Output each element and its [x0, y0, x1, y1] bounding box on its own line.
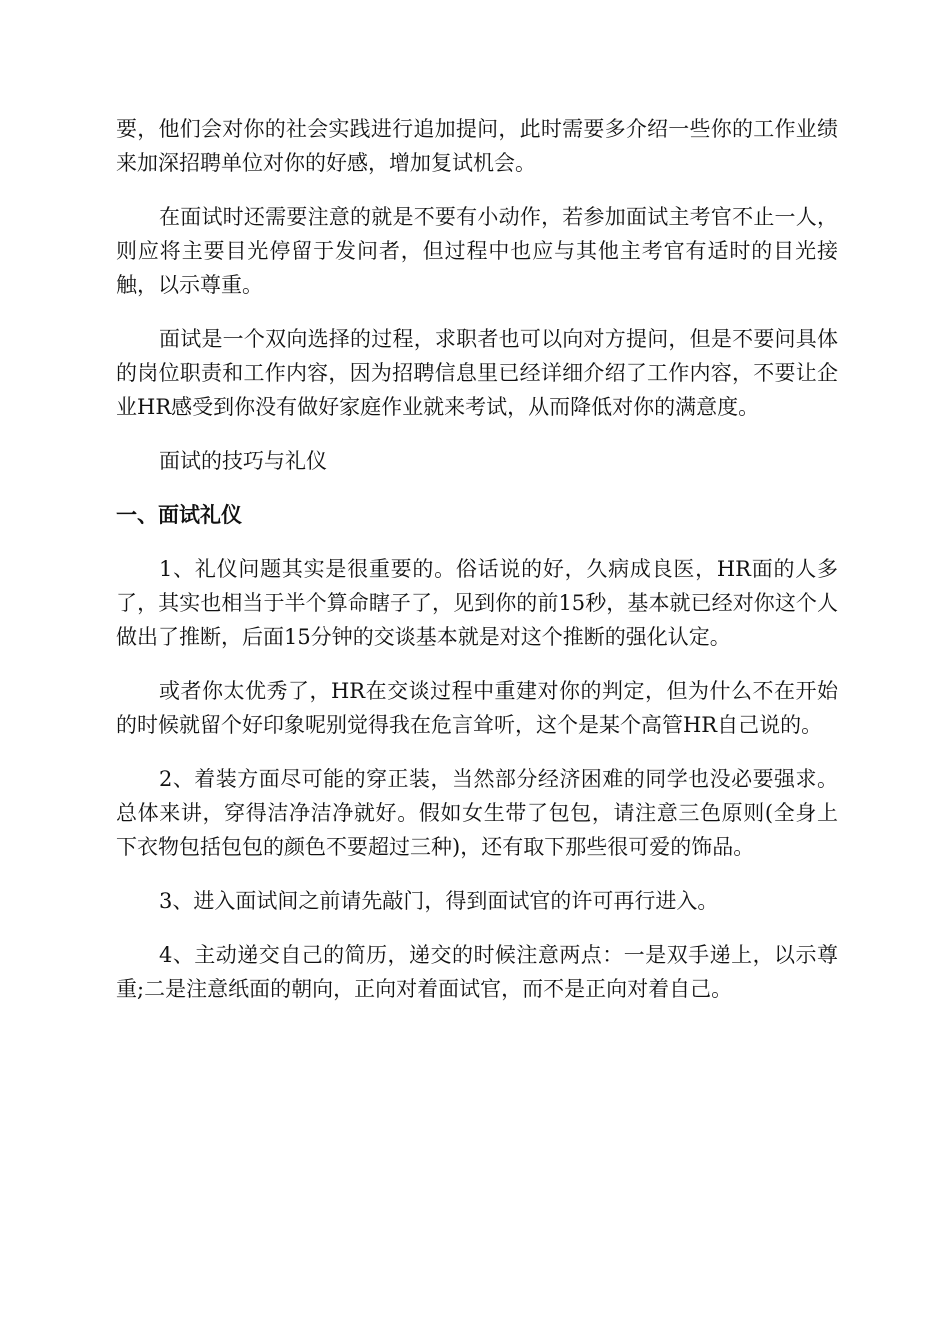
paragraph-eye-contact: 在面试时还需要注意的就是不要有小动作，若参加面试主考官不止一人，则应将主要目光停留于发问者，但过程中也应与其他主考官有适时的目光接触，以示尊重。: [116, 205, 838, 297]
paragraph-etiquette-1: 1、礼仪问题其实是很重要的。俗话说的好，久病成良医，HR面的人多了，其实也相当于半个算命瞎子了，见到你的前15秒，基本就已经对你这个人做出了推断，后面15分钟的交谈基本就是对这个推断的强化认定。: [116, 557, 838, 649]
paragraph-continuation: 要，他们会对你的社会实践进行追加提问，此时需要多介绍一些你的工作业绩来加深招聘单位对你的好感，增加复试机会。: [116, 117, 838, 175]
document-page: [116, 112, 838, 1026]
paragraph-etiquette-4: 4、主动递交自己的简历，递交的时候注意两点：一是双手递上，以示尊重;二是注意纸面的朝向，正向对着面试官，而不是正向对着自己。: [116, 943, 838, 1001]
paragraph-two-way-choice: 面试是一个双向选择的过程，求职者也可以向对方提问，但是不要问具体的岗位职责和工作内容，因为招聘信息里已经详细介绍了工作内容，不要让企业HR感受到你没有做好家庭作业就来考试，从而降低对你的满意度。: [116, 327, 838, 419]
paragraph-etiquette-note: 或者你太优秀了，HR在交谈过程中重建对你的判定，但为什么不在开始的时候就留个好印象呢别觉得我在危言耸听，这个是某个高管HR自己说的。: [116, 679, 838, 737]
paragraph-etiquette-2: 2、着装方面尽可能的穿正装，当然部分经济困难的同学也没必要强求。总体来讲，穿得洁净洁净就好。假如女生带了包包，请注意三色原则(全身上下衣物包括包包的颜色不要超过三种)，还有取下那些很可爱的饰品。: [116, 767, 838, 859]
section-heading: 一、面试礼仪: [116, 503, 242, 527]
paragraph-etiquette-3: 3、进入面试间之前请先敲门，得到面试官的许可再行进入。: [159, 889, 719, 913]
paragraph-subtitle: 面试的技巧与礼仪: [159, 449, 327, 473]
